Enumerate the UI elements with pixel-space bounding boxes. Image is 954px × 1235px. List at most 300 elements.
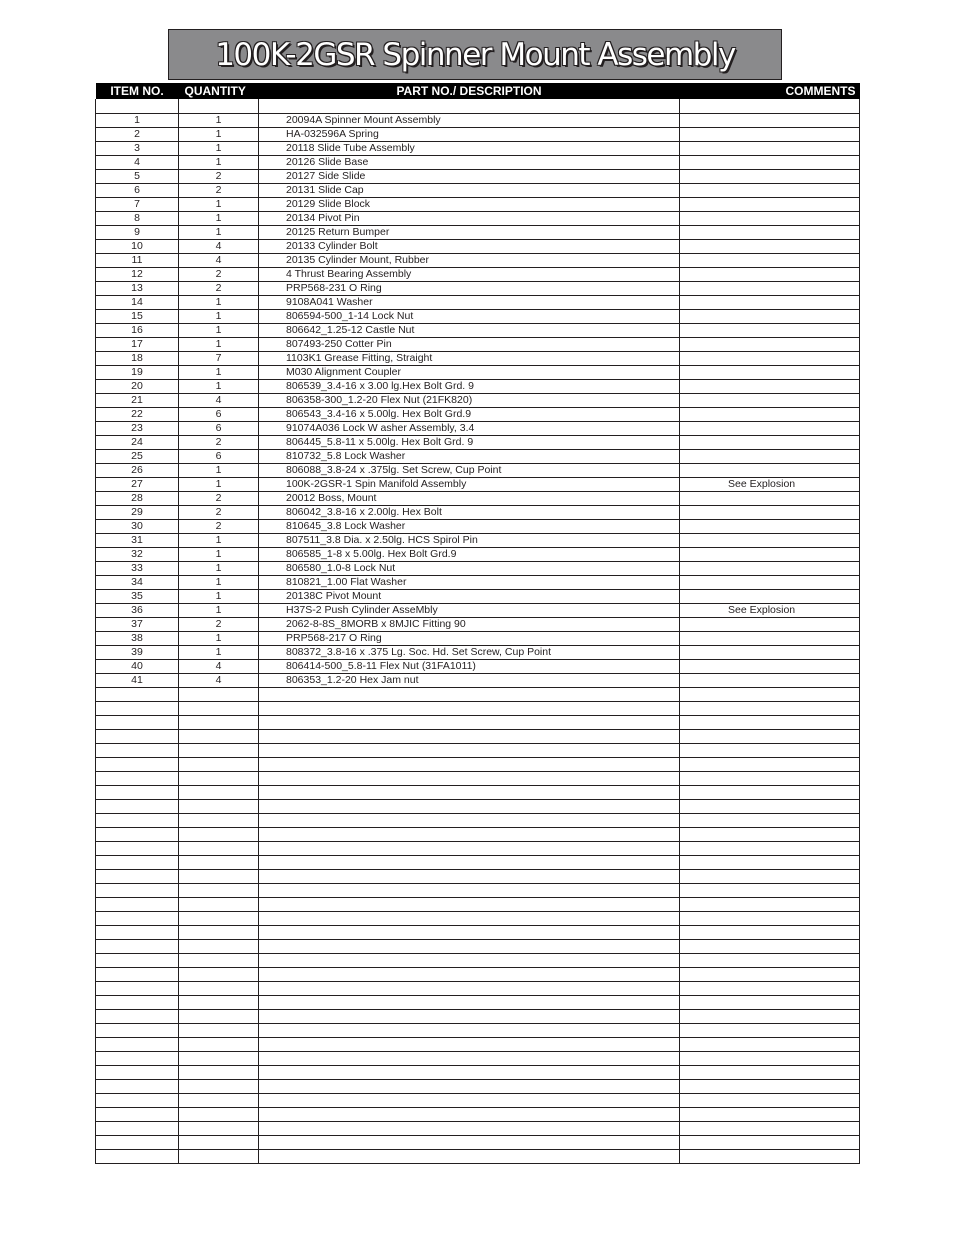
quantity-cell: 6: [179, 408, 259, 422]
table-cell: [259, 940, 680, 954]
table-row: [96, 128, 860, 142]
description-cell: 20125 Return Bumper: [259, 226, 680, 240]
description-cell: 810732_5.8 Lock Washer: [259, 450, 680, 464]
table-cell: [259, 1136, 680, 1150]
empty-table-row: [96, 688, 860, 702]
table-row: [96, 604, 860, 618]
quantity-cell: 4: [179, 674, 259, 688]
table-row: [96, 478, 860, 492]
table-cell: [179, 1122, 259, 1136]
empty-table-row: [96, 968, 860, 982]
quantity-cell: 1: [179, 226, 259, 240]
item-no-cell: 21: [96, 394, 179, 408]
table-cell: [680, 926, 860, 940]
description-cell: 806445_5.8-11 x 5.00lg. Hex Bolt Grd. 9: [259, 436, 680, 450]
table-spacer-row: [96, 99, 860, 114]
quantity-cell: 1: [179, 478, 259, 492]
comment-cell: [680, 422, 860, 436]
table-cell: [259, 926, 680, 940]
quantity-cell: 1: [179, 128, 259, 142]
table-cell: [96, 912, 179, 926]
empty-table-row: [96, 744, 860, 758]
empty-table-row: [96, 1038, 860, 1052]
description-cell: 806088_3.8-24 x .375lg. Set Screw, Cup Point: [259, 464, 680, 478]
empty-table-row: [96, 786, 860, 800]
item-no-cell: 24: [96, 436, 179, 450]
item-no-cell: 10: [96, 240, 179, 254]
table-row: [96, 352, 860, 366]
table-cell: [680, 1038, 860, 1052]
quantity-cell: 1: [179, 198, 259, 212]
table-cell: [680, 1066, 860, 1080]
item-no-cell: 4: [96, 156, 179, 170]
comment-cell: [680, 282, 860, 296]
description-cell: 806580_1.0-8 Lock Nut: [259, 562, 680, 576]
comment-cell: [680, 212, 860, 226]
table-cell: [680, 842, 860, 856]
table-cell: [680, 870, 860, 884]
item-no-cell: 25: [96, 450, 179, 464]
table-row: [96, 408, 860, 422]
table-cell: [259, 744, 680, 758]
quantity-cell: 4: [179, 254, 259, 268]
table-cell: [680, 1122, 860, 1136]
table-cell: [259, 800, 680, 814]
table-cell: [179, 1066, 259, 1080]
table-row: [96, 114, 860, 128]
table-row: [96, 142, 860, 156]
empty-table-row: [96, 982, 860, 996]
description-cell: 20135 Cylinder Mount, Rubber: [259, 254, 680, 268]
description-cell: 808372_3.8-16 x .375 Lg. Soc. Hd. Set Screw, Cup Point: [259, 646, 680, 660]
table-cell: [96, 870, 179, 884]
description-cell: 91074A036 Lock W asher Assembly, 3.4: [259, 422, 680, 436]
item-no-cell: 36: [96, 604, 179, 618]
quantity-cell: 1: [179, 212, 259, 226]
table-cell: [179, 870, 259, 884]
description-cell: 20127 Side Slide: [259, 170, 680, 184]
header-quantity: QUANTITY: [179, 83, 259, 99]
table-cell: [96, 786, 179, 800]
table-cell: [680, 702, 860, 716]
comment-cell: [680, 590, 860, 604]
table-row: [96, 674, 860, 688]
empty-table-row: [96, 884, 860, 898]
table-cell: [259, 1038, 680, 1052]
table-cell: [179, 926, 259, 940]
description-cell: 806594-500_1-14 Lock Nut: [259, 310, 680, 324]
table-cell: [96, 1150, 179, 1164]
empty-table-row: [96, 758, 860, 772]
empty-table-row: [96, 1010, 860, 1024]
description-cell: 806042_3.8-16 x 2.00lg. Hex Bolt: [259, 506, 680, 520]
table-cell: [96, 1108, 179, 1122]
table-cell: [680, 856, 860, 870]
table-cell: [179, 800, 259, 814]
quantity-cell: 1: [179, 576, 259, 590]
comment-cell: [680, 366, 860, 380]
table-cell: [179, 758, 259, 772]
table-cell: [96, 772, 179, 786]
item-no-cell: 2: [96, 128, 179, 142]
description-cell: 806358-300_1.2-20 Flex Nut (21FK820): [259, 394, 680, 408]
table-row: [96, 268, 860, 282]
table-cell: [96, 1052, 179, 1066]
table-cell: [259, 1066, 680, 1080]
comment-cell: [680, 240, 860, 254]
comment-cell: See Explosion: [680, 478, 860, 492]
quantity-cell: 1: [179, 324, 259, 338]
description-cell: 810645_3.8 Lock Washer: [259, 520, 680, 534]
item-no-cell: 41: [96, 674, 179, 688]
table-cell: [96, 884, 179, 898]
comment-cell: [680, 226, 860, 240]
table-cell: [680, 772, 860, 786]
empty-table-row: [96, 856, 860, 870]
table-cell: [680, 884, 860, 898]
table-row: [96, 660, 860, 674]
comment-cell: [680, 394, 860, 408]
table-cell: [680, 744, 860, 758]
item-no-cell: 19: [96, 366, 179, 380]
description-cell: 806543_3.4-16 x 5.00lg. Hex Bolt Grd.9: [259, 408, 680, 422]
quantity-cell: 6: [179, 450, 259, 464]
table-cell: [179, 898, 259, 912]
description-cell: M030 Alignment Coupler: [259, 366, 680, 380]
quantity-cell: 1: [179, 562, 259, 576]
table-cell: [179, 1052, 259, 1066]
item-no-cell: 37: [96, 618, 179, 632]
table-cell: [96, 744, 179, 758]
comment-cell: [680, 114, 860, 128]
empty-table-row: [96, 772, 860, 786]
quantity-cell: 1: [179, 464, 259, 478]
table-row: [96, 548, 860, 562]
description-cell: 807511_3.8 Dia. x 2.50lg. HCS Spirol Pin: [259, 534, 680, 548]
empty-table-row: [96, 940, 860, 954]
table-row: [96, 380, 860, 394]
description-cell: 806642_1.25-12 Castle Nut: [259, 324, 680, 338]
table-cell: [179, 982, 259, 996]
table-cell: [259, 1010, 680, 1024]
table-cell: [179, 814, 259, 828]
header-comments: COMMENTS: [680, 83, 860, 99]
item-no-cell: 28: [96, 492, 179, 506]
comment-cell: [680, 184, 860, 198]
quantity-cell: 1: [179, 338, 259, 352]
empty-table-row: [96, 814, 860, 828]
description-cell: 807493-250 Cotter Pin: [259, 338, 680, 352]
item-no-cell: 7: [96, 198, 179, 212]
page-title: 100K-2GSR Spinner Mount Assembly: [215, 36, 735, 73]
table-cell: [259, 814, 680, 828]
table-cell: [96, 828, 179, 842]
quantity-cell: 1: [179, 310, 259, 324]
description-cell: 20138C Pivot Mount: [259, 590, 680, 604]
comment-cell: [680, 296, 860, 310]
item-no-cell: 11: [96, 254, 179, 268]
table-cell: [179, 688, 259, 702]
table-cell: [680, 828, 860, 842]
item-no-cell: 22: [96, 408, 179, 422]
table-cell: [259, 1094, 680, 1108]
table-row: [96, 562, 860, 576]
table-cell: [96, 926, 179, 940]
quantity-cell: 2: [179, 184, 259, 198]
table-cell: [259, 688, 680, 702]
table-row: [96, 492, 860, 506]
comment-cell: [680, 128, 860, 142]
table-cell: [96, 1136, 179, 1150]
table-row: [96, 296, 860, 310]
description-cell: 806539_3.4-16 x 3.00 lg.Hex Bolt Grd. 9: [259, 380, 680, 394]
table-cell: [179, 954, 259, 968]
table-row: [96, 450, 860, 464]
table-cell: [680, 800, 860, 814]
table-row: [96, 212, 860, 226]
comment-cell: [680, 268, 860, 282]
table-row: [96, 282, 860, 296]
quantity-cell: 2: [179, 520, 259, 534]
comment-cell: [680, 660, 860, 674]
comment-cell: [680, 632, 860, 646]
item-no-cell: 3: [96, 142, 179, 156]
item-no-cell: 5: [96, 170, 179, 184]
table-cell: [96, 1010, 179, 1024]
quantity-cell: 1: [179, 590, 259, 604]
table-cell: [96, 842, 179, 856]
table-cell: [179, 730, 259, 744]
table-cell: [179, 940, 259, 954]
quantity-cell: 2: [179, 170, 259, 184]
table-row: [96, 576, 860, 590]
table-cell: [259, 996, 680, 1010]
table-cell: [259, 968, 680, 982]
description-cell: 810821_1.00 Flat Washer: [259, 576, 680, 590]
comment-cell: [680, 436, 860, 450]
table-cell: [179, 1136, 259, 1150]
quantity-cell: 1: [179, 646, 259, 660]
table-cell: [259, 786, 680, 800]
empty-table-row: [96, 702, 860, 716]
description-cell: PRP568-217 O Ring: [259, 632, 680, 646]
table-cell: [680, 1024, 860, 1038]
comment-cell: [680, 156, 860, 170]
description-cell: 20012 Boss, Mount: [259, 492, 680, 506]
comment-cell: [680, 534, 860, 548]
table-cell: [680, 1080, 860, 1094]
empty-table-row: [96, 730, 860, 744]
quantity-cell: 6: [179, 422, 259, 436]
description-cell: 20118 Slide Tube Assembly: [259, 142, 680, 156]
empty-table-row: [96, 870, 860, 884]
table-cell: [179, 716, 259, 730]
comment-cell: [680, 352, 860, 366]
table-cell: [179, 1080, 259, 1094]
item-no-cell: 26: [96, 464, 179, 478]
table-cell: [179, 1038, 259, 1052]
table-cell: [680, 898, 860, 912]
comment-cell: [680, 674, 860, 688]
table-cell: [96, 1122, 179, 1136]
table-cell: [96, 1038, 179, 1052]
table-cell: [96, 688, 179, 702]
comment-cell: [680, 548, 860, 562]
comment-cell: [680, 492, 860, 506]
item-no-cell: 1: [96, 114, 179, 128]
description-cell: 806585_1-8 x 5.00lg. Hex Bolt Grd.9: [259, 548, 680, 562]
table-cell: [259, 912, 680, 926]
table-cell: [96, 716, 179, 730]
description-cell: 2062-8-8S_8MORB x 8MJIC Fitting 90: [259, 618, 680, 632]
empty-table-row: [96, 912, 860, 926]
item-no-cell: 38: [96, 632, 179, 646]
table-cell: [259, 982, 680, 996]
description-cell: 20094A Spinner Mount Assembly: [259, 114, 680, 128]
table-cell: [179, 1108, 259, 1122]
item-no-cell: 29: [96, 506, 179, 520]
quantity-cell: 1: [179, 534, 259, 548]
table-row: [96, 338, 860, 352]
comment-cell: [680, 646, 860, 660]
comment-cell: [680, 324, 860, 338]
header-item-no: ITEM NO.: [96, 83, 179, 99]
table-cell: [259, 716, 680, 730]
quantity-cell: 2: [179, 492, 259, 506]
comment-cell: [680, 142, 860, 156]
item-no-cell: 20: [96, 380, 179, 394]
quantity-cell: 1: [179, 156, 259, 170]
table-cell: [259, 99, 680, 114]
table-cell: [96, 982, 179, 996]
quantity-cell: 1: [179, 366, 259, 380]
table-row: [96, 184, 860, 198]
table-cell: [259, 870, 680, 884]
table-cell: [96, 702, 179, 716]
item-no-cell: 8: [96, 212, 179, 226]
quantity-cell: 1: [179, 380, 259, 394]
table-cell: [259, 828, 680, 842]
description-cell: 20131 Slide Cap: [259, 184, 680, 198]
table-cell: [680, 954, 860, 968]
table-cell: [680, 786, 860, 800]
table-cell: [259, 1052, 680, 1066]
table-cell: [680, 982, 860, 996]
description-cell: 1103K1 Grease Fitting, Straight: [259, 352, 680, 366]
comment-cell: [680, 562, 860, 576]
table-cell: [179, 786, 259, 800]
item-no-cell: 9: [96, 226, 179, 240]
empty-table-row: [96, 800, 860, 814]
table-cell: [680, 99, 860, 114]
title-banner: [168, 29, 782, 80]
description-cell: 9108A041 Washer: [259, 296, 680, 310]
quantity-cell: 1: [179, 548, 259, 562]
quantity-cell: 1: [179, 114, 259, 128]
empty-table-row: [96, 1052, 860, 1066]
empty-table-row: [96, 1094, 860, 1108]
description-cell: 20133 Cylinder Bolt: [259, 240, 680, 254]
item-no-cell: 30: [96, 520, 179, 534]
table-row: [96, 534, 860, 548]
description-cell: 100K-2GSR-1 Spin Manifold Assembly: [259, 478, 680, 492]
item-no-cell: 27: [96, 478, 179, 492]
empty-table-row: [96, 842, 860, 856]
table-row: [96, 422, 860, 436]
table-cell: [680, 1108, 860, 1122]
table-row: [96, 156, 860, 170]
table-cell: [259, 842, 680, 856]
table-cell: [179, 968, 259, 982]
table-cell: [680, 1150, 860, 1164]
quantity-cell: 2: [179, 282, 259, 296]
description-cell: 20129 Slide Block: [259, 198, 680, 212]
table-cell: [259, 1024, 680, 1038]
quantity-cell: 4: [179, 394, 259, 408]
table-cell: [680, 968, 860, 982]
table-row: [96, 506, 860, 520]
table-cell: [259, 1150, 680, 1164]
quantity-cell: 7: [179, 352, 259, 366]
table-cell: [259, 702, 680, 716]
quantity-cell: 4: [179, 660, 259, 674]
table-cell: [96, 99, 179, 114]
empty-table-row: [96, 926, 860, 940]
table-cell: [179, 1150, 259, 1164]
description-cell: 4 Thrust Bearing Assembly: [259, 268, 680, 282]
quantity-cell: 2: [179, 506, 259, 520]
item-no-cell: 16: [96, 324, 179, 338]
comment-cell: [680, 464, 860, 478]
table-cell: [259, 758, 680, 772]
quantity-cell: 4: [179, 240, 259, 254]
item-no-cell: 23: [96, 422, 179, 436]
description-cell: HA-032596A Spring: [259, 128, 680, 142]
quantity-cell: 1: [179, 142, 259, 156]
description-cell: 806414-500_5.8-11 Flex Nut (31FA1011): [259, 660, 680, 674]
quantity-cell: 1: [179, 632, 259, 646]
table-cell: [259, 1080, 680, 1094]
table-cell: [96, 730, 179, 744]
table-cell: [96, 1066, 179, 1080]
comment-cell: [680, 170, 860, 184]
table-cell: [179, 856, 259, 870]
quantity-cell: 2: [179, 268, 259, 282]
table-cell: [680, 940, 860, 954]
item-no-cell: 6: [96, 184, 179, 198]
table-cell: [96, 996, 179, 1010]
table-cell: [96, 954, 179, 968]
table-cell: [96, 1094, 179, 1108]
table-cell: [680, 758, 860, 772]
table-cell: [179, 884, 259, 898]
comment-cell: [680, 338, 860, 352]
table-cell: [259, 884, 680, 898]
table-cell: [259, 1122, 680, 1136]
description-cell: 20126 Slide Base: [259, 156, 680, 170]
item-no-cell: 31: [96, 534, 179, 548]
table-cell: [680, 730, 860, 744]
table-row: [96, 254, 860, 268]
table-row: [96, 170, 860, 184]
table-cell: [680, 814, 860, 828]
table-cell: [96, 1080, 179, 1094]
empty-table-row: [96, 898, 860, 912]
empty-table-row: [96, 954, 860, 968]
item-no-cell: 34: [96, 576, 179, 590]
table-cell: [96, 968, 179, 982]
item-no-cell: 18: [96, 352, 179, 366]
